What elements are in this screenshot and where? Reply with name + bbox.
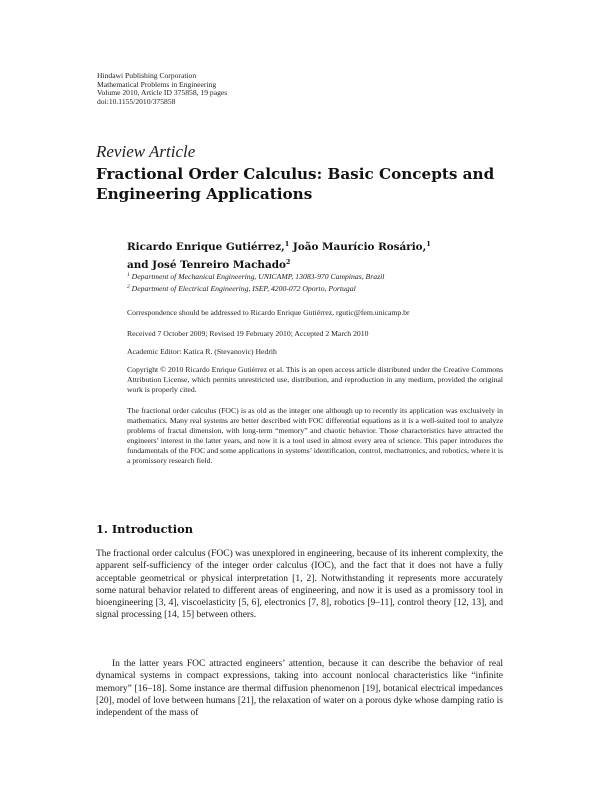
affiliation-2-num: 2 bbox=[127, 284, 130, 290]
journal-header bbox=[97, 72, 227, 106]
abstract: The fractional order calculus (FOC) is as old as the integer one although up to recently its application was exclusively in mathematics. Many real systems are better described with FOC differential equations as it is a well-suited tool to analyze problems of fractal dimension, with long-term “memory” and chaotic behavior. Those characteristics have attracted the engineers’ interest in the latter years, and now it is a tool used in almost every area of science. This paper introduces the fundamentals of the FOC and some applications in systems’ identification, control, mechatronics, and robotics, where it is a promissory research field. bbox=[127, 406, 503, 465]
correspondence: Correspondence should be addressed to Ricardo Enrique Gutiérrez, rgutic@fem.unicamp.br bbox=[127, 308, 410, 317]
author-2: João Maurício Rosário, bbox=[292, 241, 427, 253]
body-paragraph-1: The fractional order calculus (FOC) was unexplored in engineering, because of its inherent complexity, the apparent self-sufficiency of the integer order calculus (IOC), and the fact that it does not have a fully acceptable geometrical or physical interpretation [1, 2]. Notwithstanding it represents more accurately some natural behavior related to different areas of engineering, and now it is used as a promissory tool in bioengineering [3, 4], viscoelasticity [5, 6], electronics [7, 8], robotics [9–11], control theory [12, 13], and signal processing [14, 15] between others. bbox=[96, 549, 503, 621]
affiliations bbox=[127, 270, 384, 294]
academic-editor: Academic Editor: Katica R. (Stevanovic) Hedrih bbox=[127, 347, 277, 356]
affiliation-2-text: Department of Electrical Engineering, ISEP, 4200-072 Oporto, Portugal bbox=[131, 284, 356, 293]
affiliation-1 bbox=[127, 270, 384, 282]
author-2-affil: 1 bbox=[426, 240, 431, 248]
section-heading: 1. Introduction bbox=[96, 522, 193, 536]
author-3: and José Tenreiro Machado bbox=[127, 259, 286, 271]
author-list bbox=[127, 237, 507, 273]
author-1-affil: 1 bbox=[284, 240, 290, 248]
journal-line: Mathematical Problems in Engineering bbox=[97, 79, 217, 89]
affiliation-1-text: Department of Mechanical Engineering, UNICAMP, 13083-970 Campinas, Brazil bbox=[131, 272, 385, 281]
article-type: Review Article bbox=[96, 142, 196, 161]
body-paragraph-2: In the latter years FOC attracted engineers’ attention, because it can describe the behavior of real dynamical systems in compact expressions, taking into account nonlocal characteristics like “infinite memory” [16–18]. Some instance are thermal diffusion phenomenon [19], botanical electrical impedances [20], model of love between humans [21], the relaxation of water on a porous dyke whose damping ratio is independent of the mass of bbox=[96, 659, 503, 718]
affiliation-1-num: 1 bbox=[127, 272, 130, 278]
doi-line: doi:10.1155/2010/375858 bbox=[97, 96, 176, 106]
affiliation-2 bbox=[127, 282, 384, 294]
author-3-affil: 2 bbox=[285, 258, 291, 266]
copyright-notice: Copyright © 2010 Ricardo Enrique Gutiérrez et al. This is an open access article distributed under the Creative Commons Attribution License, which permits unrestricted use, distribution, and reproduction in any medium, provided the original work is properly cited. bbox=[127, 365, 503, 394]
paper-title: Fractional Order Calculus: Basic Concepts and Engineering Applications bbox=[96, 165, 495, 203]
received-dates: Received 7 October 2009; Revised 19 February 2010; Accepted 2 March 2010 bbox=[127, 329, 369, 338]
author-1: Ricardo Enrique Gutiérrez, bbox=[127, 241, 285, 253]
publisher-line: Hindawi Publishing Corporation bbox=[97, 71, 197, 80]
volume-line: Volume 2010, Article ID 375858, 19 pages bbox=[97, 88, 228, 98]
